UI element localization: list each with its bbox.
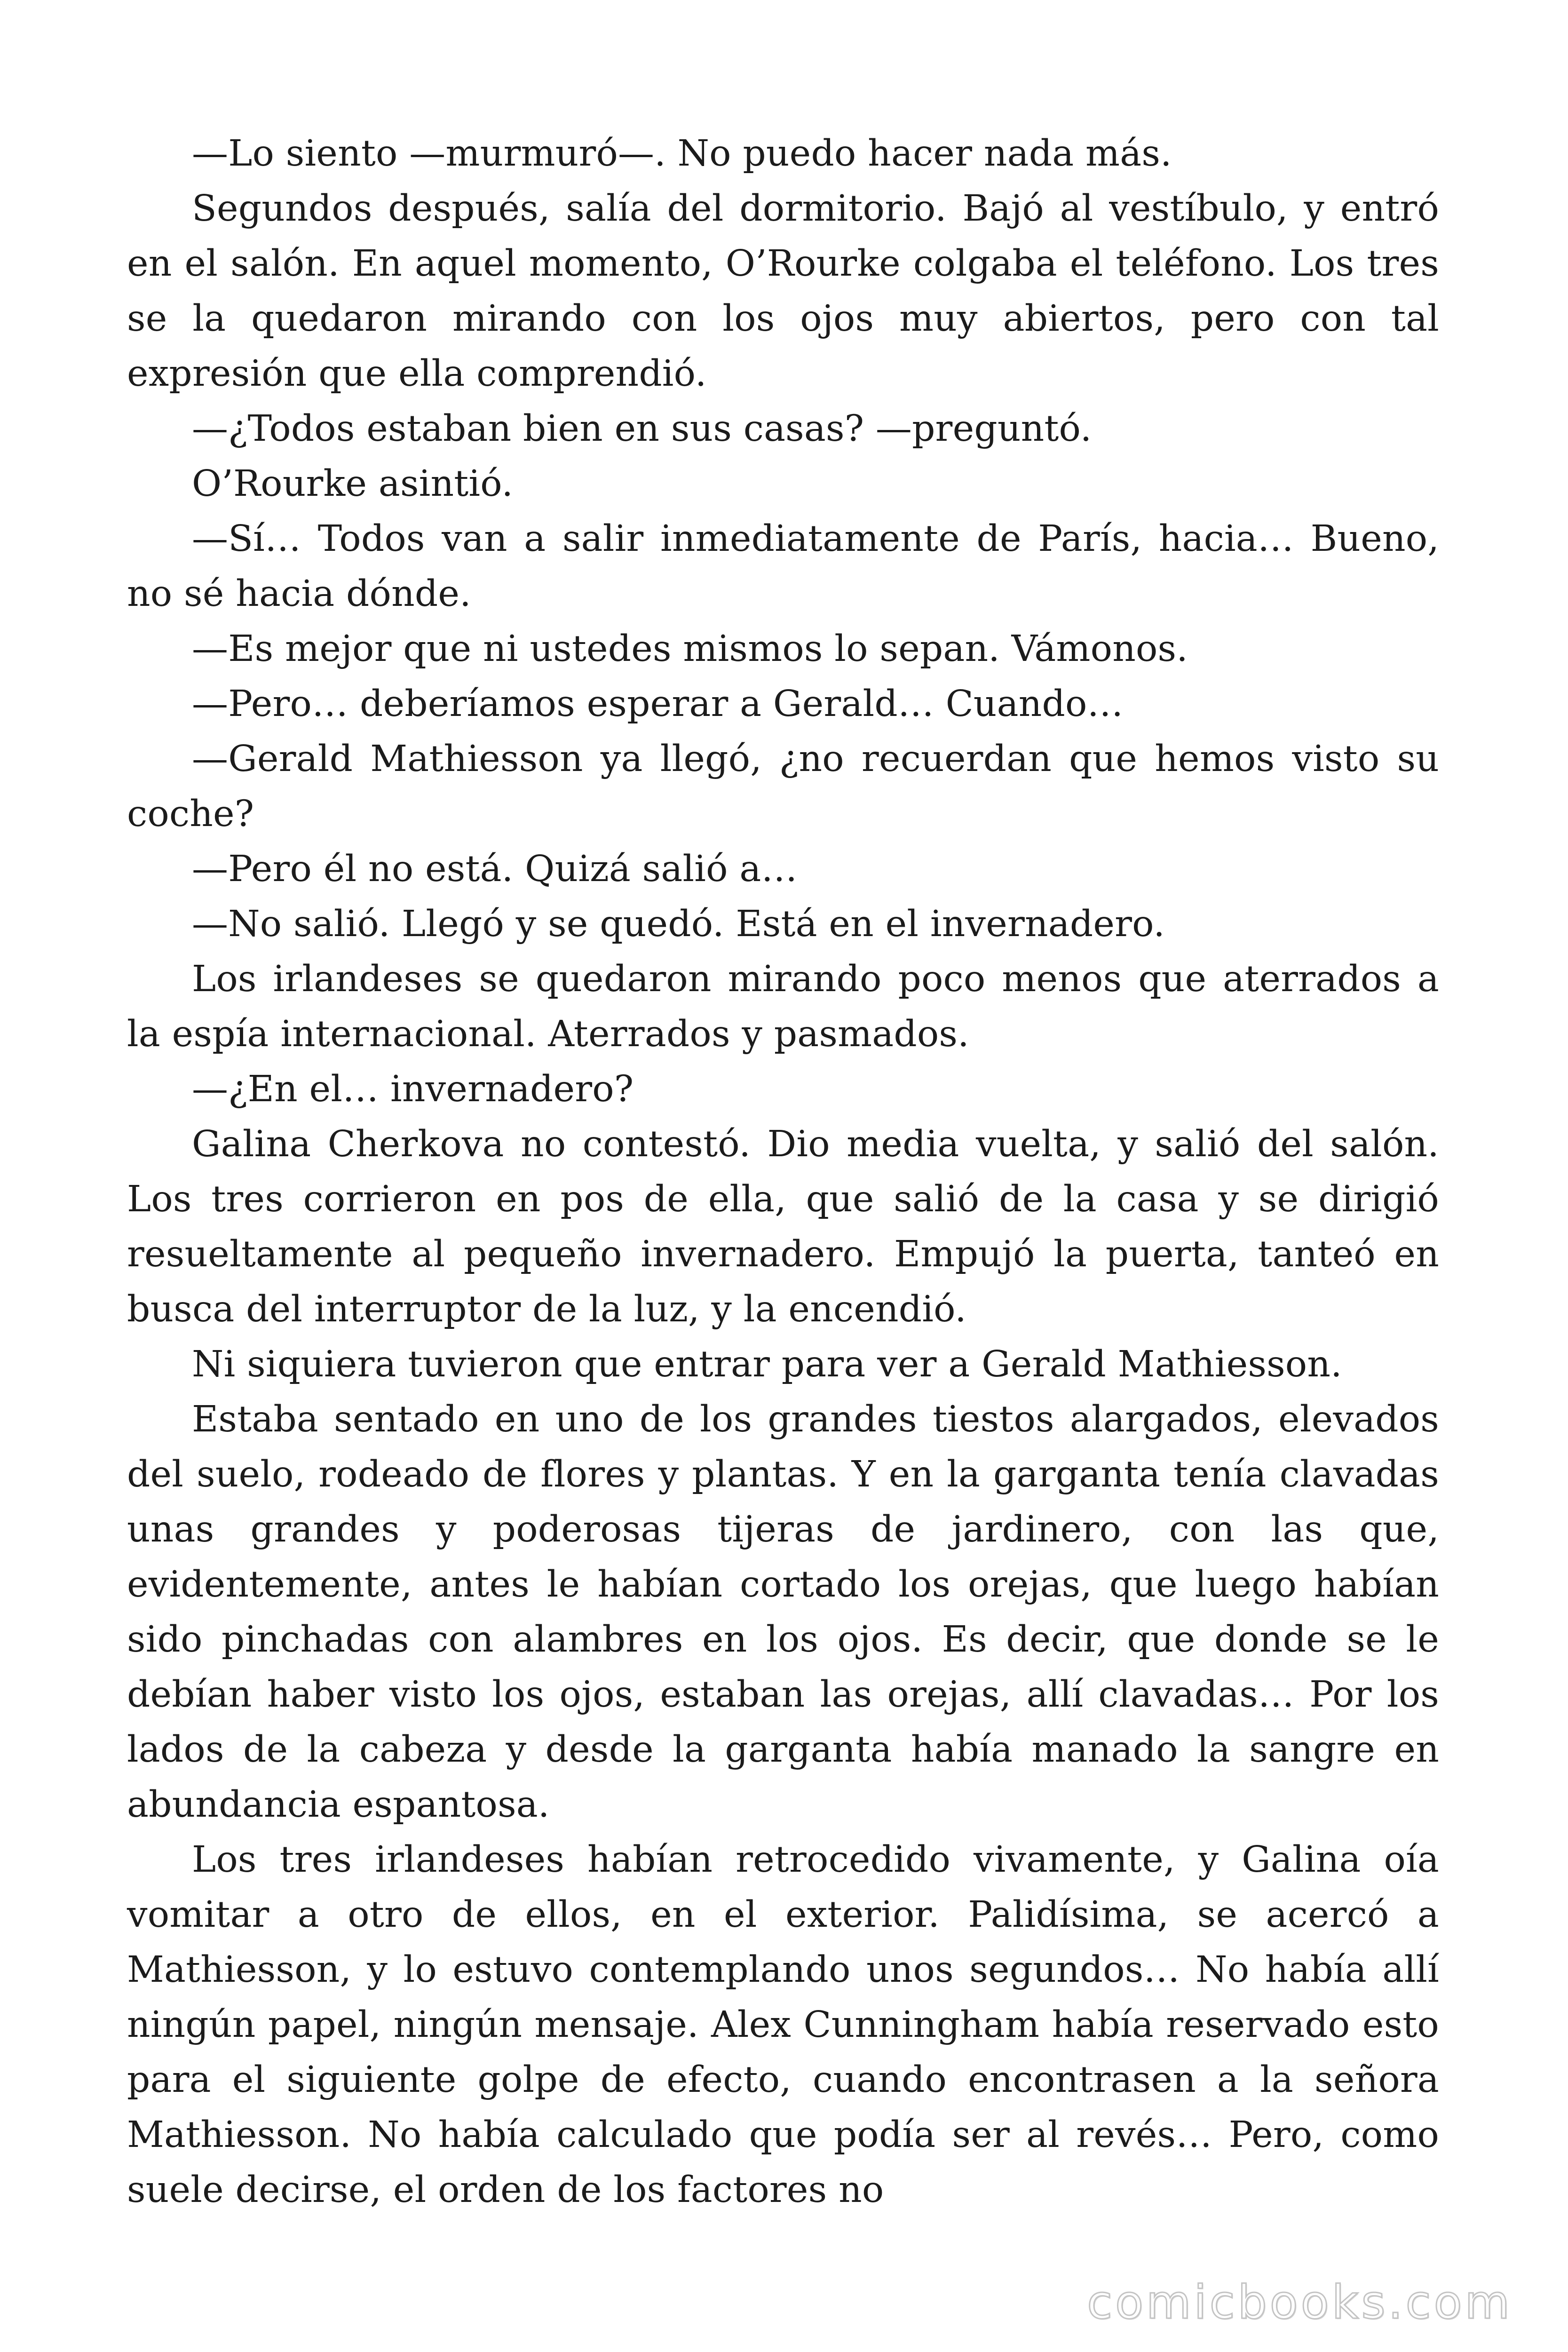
paragraph: Galina Cherkova no contestó. Dio media vuelta, y salió del salón. Los tres corrieron en pos de ella, que salió de la casa y se dirigió resueltamente al pequeño invernadero. Empujó la puerta, tanteó en busca del interruptor de la luz, y la encendió.: [127, 1123, 1439, 1330]
paragraph: O’Rourke asintió.: [192, 463, 514, 505]
paragraph: —Es mejor que ni ustedes mismos lo sepan. Vámonos.: [192, 628, 1188, 670]
watermark: comicbooks.com: [1087, 2276, 1513, 2329]
paragraph: Los tres irlandeses habían retrocedido vivamente, y Galina oía vomitar a otro de ellos, en el exterior. Palidísima, se acercó a Mathiesson, y lo estuvo contemplando unos segundos… No había allí ningún papel, ningún mensaje. Alex Cunningham había reservado esto para el siguiente golpe de efecto, cuando encontrasen a la señora Mathiesson. No había calculado que podía ser al revés… Pero, como suele decirse, el orden de los factores no: [127, 1839, 1439, 2211]
paragraph: —Gerald Mathiesson ya llegó, ¿no recuerdan que hemos visto su coche?: [127, 738, 1439, 835]
paragraph: —Pero él no está. Quizá salió a…: [192, 848, 798, 890]
paragraph: —¿En el… invernadero?: [192, 1068, 634, 1110]
paragraph: —Lo siento —murmuró—. No puedo hacer nada más.: [192, 133, 1172, 175]
paragraph: —No salió. Llegó y se quedó. Está en el invernadero.: [192, 903, 1165, 945]
paragraph: Estaba sentado en uno de los grandes tiestos alargados, elevados del suelo, rodeado de flores y plantas. Y en la garganta tenía clavadas unas grandes y poderosas tijeras de jardinero, con las que, evidentemente, antes le habían cortado los orejas, que luego habían sido pinchadas con alambres en los ojos. Es decir, que donde se le debían haber visto los ojos, estaban las orejas, allí clavadas… Por los lados de la cabeza y desde la garganta había manado la sangre en abundancia espantosa.: [127, 1398, 1439, 1826]
paragraph: —¿Todos estaban bien en sus casas? —preguntó.: [192, 408, 1092, 450]
page-body: [127, 126, 1439, 2217]
paragraph: Los irlandeses se quedaron mirando poco menos que aterrados a la espía internacional. Aterrados y pasmados.: [127, 958, 1439, 1055]
paragraph: Segundos después, salía del dormitorio. Bajó al vestíbulo, y entró en el salón. En aquel momento, O’Rourke colgaba el teléfono. Los tres se la quedaron mirando con los ojos muy abiertos, pero con tal expresión que ella comprendió.: [127, 188, 1439, 395]
paragraph: —Pero… deberíamos esperar a Gerald… Cuando…: [192, 683, 1124, 725]
paragraph: —Sí… Todos van a salir inmediatamente de París, hacia… Bueno, no sé hacia dónde.: [127, 518, 1439, 615]
paragraph: Ni siquiera tuvieron que entrar para ver a Gerald Mathiesson.: [192, 1343, 1342, 1385]
